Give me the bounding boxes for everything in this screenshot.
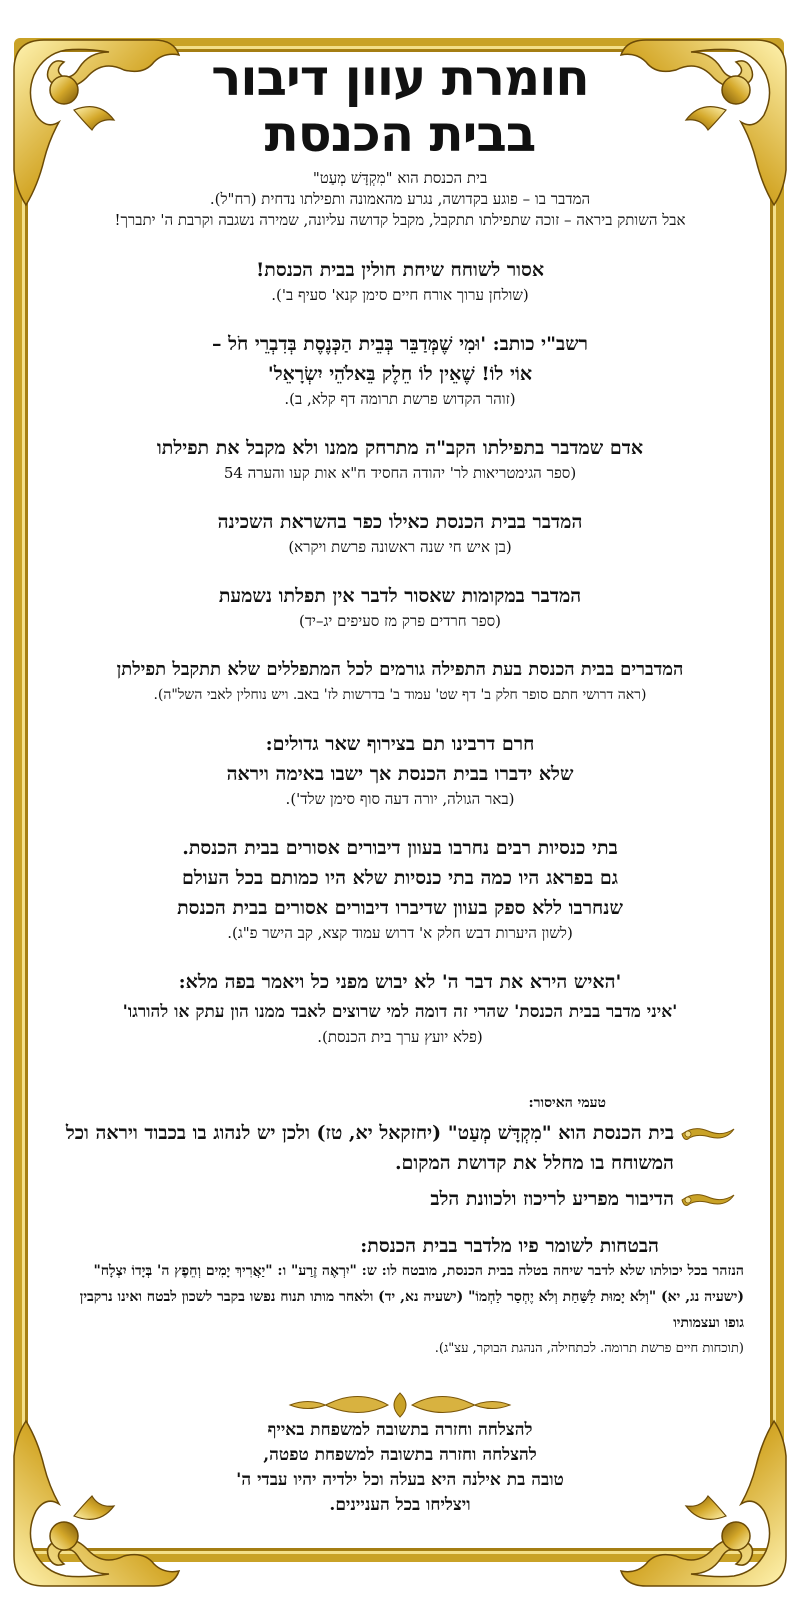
quote-block xyxy=(60,729,740,809)
quote-block xyxy=(60,255,740,305)
quote-source: (פלא יועץ ערך בית הכנסת). xyxy=(317,1028,483,1046)
reason-item xyxy=(64,1118,736,1178)
quote-block xyxy=(60,833,740,943)
quote-line: המדברים בבית הכנסת בעת התפילה גורמים לכל המתפללים שלא תתקבל תפילתן xyxy=(116,659,684,680)
intro-line: אבל השותק ביראה – זוכה שתפילתו תתקבל, מקבל קדושה עליונה, שמירה נשגבה וקרבת ה' יתברך! xyxy=(114,211,686,229)
scroll-ornament-icon xyxy=(680,1123,736,1145)
quote-line: רשב"י כותב: 'וּמִי שֶׁמְּדַבֵּר בְּבֵית הַכְּנֶסֶת בְּדִבְרֵי חֹל – xyxy=(212,333,588,355)
dedication-line: ויצליחו בכל העניינים. xyxy=(329,1495,471,1515)
reason-item xyxy=(64,1184,736,1214)
promises-section xyxy=(56,1235,744,1362)
reasons-section xyxy=(64,1095,736,1214)
title-line: חומרת עוון דיבור xyxy=(211,49,589,107)
quote-block xyxy=(60,329,740,409)
promises-source: (תוכחות חיים פרשת תרומה. לכתחילה, הנהגת הבוקר, עצ"ג). xyxy=(434,1341,744,1356)
quote-source: (זוהר הקדוש פרשת תרומה דף קלא, ב). xyxy=(284,390,516,408)
title-line: בבית הכנסת xyxy=(264,105,536,163)
intro-line: המדבר בו – פוגע בקדושה, נגרע מהאמונה ותפילתו נדחית (רח"ל). xyxy=(209,190,591,208)
quote-block xyxy=(60,655,740,705)
reason-text: הדיבור מפריע לריכוז ולכוונת הלב xyxy=(430,1188,674,1210)
reason-text: בית הכנסת הוא "מִקְדָּשׁ מְעַט" (יחזקאל יא, טז) ולכן יש לנהוג בו בכבוד ויראה וכל המשוחח בו מחלל את קדושת המקום. xyxy=(65,1122,674,1174)
dedication-line: טובה בת אילנה היא בעלה וכל ילדיה יהיו עבדי ה' xyxy=(236,1470,564,1490)
quote-source: (בן איש חי שנה ראשונה פרשת ויקרא) xyxy=(288,538,512,556)
quote-source: (ספר חרדים פרק מז סעיפים יג–יד) xyxy=(298,612,502,630)
dedication-line: להצלחה וחזרה בתשובה למשפחת באייף xyxy=(267,1420,533,1440)
promises-text: הנזהר בכל יכולתו שלא לדבר שיחה בטלה בבית הכנסת, מובטח לו: ש: "יִרְאֶה זֶרַע" ו: "יַאֲרִיךְ יָמִים וְחֵפֶץ ה' בְּיָדוֹ יִצְלָח" (ישעיה נג, יא) "וְלֹא יָמוּת לַשַּׁחַת וְלֹא יֶחְסַר לַחְמוֹ" (ישעיה נא, יד) ולאחר מותו תנוח נפשו בקבר לשכון לבטח ואינו נרקבין גופו ועצמותיו xyxy=(79,1263,744,1331)
quote-line: 'איני מדבר בבית הכנסת' שהרי זה דומה למי שרוצים לאבד ממנו הון עתק או להורגו' xyxy=(122,1002,678,1022)
quote-line: אסור לשוחח שיחת חולין בבית הכנסת! xyxy=(255,259,545,281)
intro-line: בית הכנסת הוא "מִקְדָּשׁ מְעַט" xyxy=(312,169,488,187)
quote-line: המדבר במקומות שאסור לדבר אין תפלתו נשמעת xyxy=(218,585,582,607)
dedication xyxy=(120,1418,680,1518)
quote-line: 'האיש הירא את דבר ה' לא יבוש מפני כל ויאמר בפה מלא: xyxy=(178,971,622,993)
promises-title: הבטחות לשומר פיו מלדבר בבית הכנסת: xyxy=(360,1235,659,1257)
quote-line: המדבר בבית הכנסת כאילו כפר בהשראת השכינה xyxy=(217,511,583,533)
page-title xyxy=(60,50,740,162)
quote-line: שלא ידברו בבית הכנסת אך ישבו באימה ויראה xyxy=(226,763,574,785)
quote-source: (לשון היערות דבש חלק א' דרוש עמוד קצא, קב הישר פ"ג). xyxy=(227,924,573,942)
quote-source: (ספר הגימטריאות לר' יהודה החסיד ח"א אות קעו והערה 54 xyxy=(223,464,577,482)
quote-source: (ראה דרושי חתם סופר חלק ב' דף שט' עמוד ב' בדרשות לז' באב. ויש נוחלין לאבי השל"ה). xyxy=(153,687,647,703)
quote-source: (באר הגולה, יורה דעה סוף סימן שלד'). xyxy=(285,790,515,808)
quote-line: בתי כנסיות רבים נחרבו בעוון דיבורים אסורים בבית הכנסת. xyxy=(182,837,618,859)
scroll-ornament-icon xyxy=(680,1189,736,1211)
quote-line: חרם דרבינו תם בצירוף שאר גדולים: xyxy=(265,733,535,755)
quote-line: שנחרבו ללא ספק בעוון שדיברו דיבורים אסורים בבית הכנסת xyxy=(177,897,623,919)
intro-paragraph xyxy=(60,168,740,231)
main-content xyxy=(60,50,740,1047)
quote-block xyxy=(60,433,740,483)
quote-block xyxy=(60,967,740,1047)
quote-line: גם בפראג היו כמה בתי כנסיות שלא היו כמותם בכל העולם xyxy=(181,867,619,889)
quote-source: (שולחן ערוך אורח חיים סימן קנא' סעיף ב'). xyxy=(271,286,529,304)
dedication-line: להצלחה וחזרה בתשובה למשפחת טפטה, xyxy=(263,1445,537,1465)
quote-block xyxy=(60,507,740,557)
quote-line: אוֹי לוֹ! שֶׁאֵין לוֹ חֵלֶק בֵּאלֹהֵי יִשְׂרָאֵל' xyxy=(267,363,533,385)
reasons-heading: טעמי האיסור: xyxy=(528,1095,606,1111)
quote-block xyxy=(60,581,740,631)
quote-line: אדם שמדבר בתפילתו הקב"ה מתרחק ממנו ולא מקבל את תפילתו xyxy=(156,437,644,459)
